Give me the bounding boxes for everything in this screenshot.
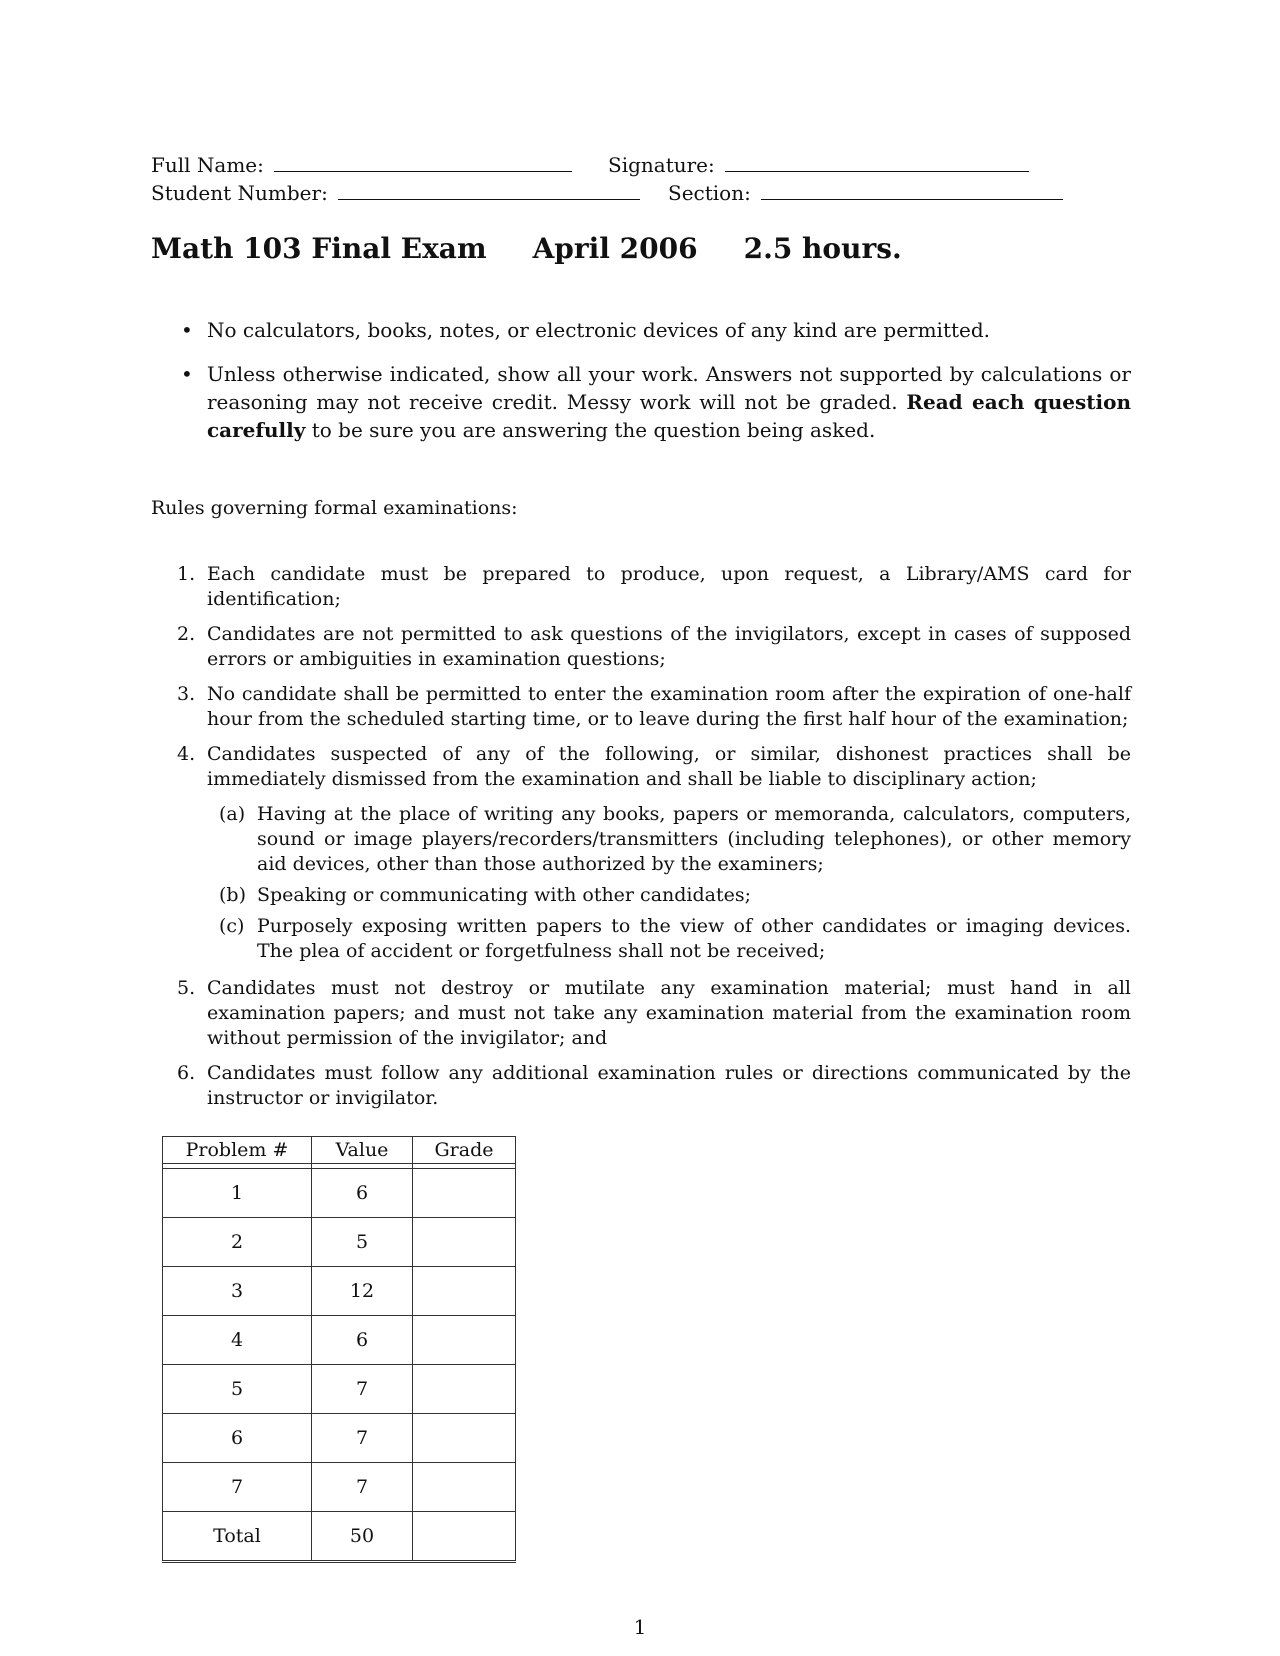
- rule-number: 1.: [177, 563, 196, 585]
- table-row: [163, 1218, 516, 1267]
- column-header: Value: [312, 1137, 413, 1164]
- table-row: [163, 1169, 516, 1218]
- value-cell: 7: [312, 1365, 413, 1414]
- section-label: Section:: [668, 181, 751, 205]
- rule-text: Candidates are not permitted to ask questions of the invigilators, except in cases of supposed errors or ambiguities in examination questions;: [207, 623, 1131, 670]
- bullet-icon: •: [181, 362, 193, 386]
- value-cell: 6: [312, 1316, 413, 1365]
- page-number: 1: [633, 1615, 647, 1639]
- grade-cell[interactable]: [413, 1316, 516, 1365]
- full-name-line[interactable]: [274, 157, 572, 172]
- rule-number: 2.: [177, 623, 196, 645]
- problem-cell: 6: [163, 1414, 312, 1463]
- section-field: [668, 181, 1063, 205]
- total-row: [163, 1512, 516, 1562]
- exam-duration: 2.5 hours.: [743, 232, 902, 265]
- exam-date: April 2006: [532, 232, 698, 265]
- subrule-number: (b): [219, 884, 246, 906]
- value-cell: 7: [312, 1463, 413, 1512]
- table-row: [163, 1414, 516, 1463]
- value-cell: 50: [312, 1512, 413, 1562]
- rule-number: 3.: [177, 683, 196, 705]
- table-row: [163, 1267, 516, 1316]
- signature-label: Signature:: [608, 153, 715, 177]
- problem-cell: 3: [163, 1267, 312, 1316]
- course-title: Math 103 Final Exam: [151, 232, 487, 265]
- rule-number: 4.: [177, 743, 196, 765]
- table-row: [163, 1365, 516, 1414]
- student-number-field: [151, 181, 640, 205]
- signature-field: [608, 153, 1029, 177]
- grade-cell[interactable]: [413, 1169, 516, 1218]
- subrule-number: (a): [219, 803, 246, 825]
- rule-item: [151, 1061, 1131, 1111]
- rule-item: [151, 976, 1131, 1051]
- value-cell: 5: [312, 1218, 413, 1267]
- rules-heading: Rules governing formal examinations:: [151, 497, 518, 519]
- rule-text: No candidate shall be permitted to enter the examination room after the expiration of one-half hour from the scheduled starting time, or to leave during the first half hour of the examination;: [207, 683, 1131, 730]
- value-cell: 6: [312, 1169, 413, 1218]
- grade-cell[interactable]: [413, 1463, 516, 1512]
- column-header: Problem #: [163, 1137, 312, 1164]
- subrule-item: [151, 802, 1131, 877]
- problem-cell: 7: [163, 1463, 312, 1512]
- signature-line[interactable]: [725, 157, 1029, 172]
- instruction-item: • No calculators, books, notes, or electronic devices of any kind are permitted.: [181, 318, 991, 342]
- rule-item: [151, 562, 1131, 612]
- instruction-item: • Unless otherwise indicated, show all your work. Answers not supported by calculations or reasoning may not receive credit. Messy work will not be graded. Read each question carefully to be sure you are answering the question being asked.: [181, 362, 1132, 442]
- problem-cell: 4: [163, 1316, 312, 1365]
- grade-cell[interactable]: [413, 1365, 516, 1414]
- value-cell: 12: [312, 1267, 413, 1316]
- full-name-label: Full Name:: [151, 153, 264, 177]
- rule-text: Candidates must not destroy or mutilate any examination material; must hand in all examination papers; and must not take any examination material from the examination room without permission of the invigilator; and: [207, 977, 1131, 1049]
- value-cell: 7: [312, 1414, 413, 1463]
- student-number-line[interactable]: [338, 185, 640, 200]
- subrule-text: Purposely exposing written papers to the view of other candidates or imaging devices. The plea of accident or forgetfulness shall not be received;: [257, 915, 1131, 962]
- emphasis-text: Read each question carefully: [207, 390, 1132, 442]
- rule-text: Each candidate must be prepared to produce, upon request, a Library/AMS card for identification;: [207, 563, 1131, 610]
- subrule-item: [151, 883, 1131, 908]
- rule-item: [151, 682, 1131, 732]
- section-line[interactable]: [761, 185, 1063, 200]
- instructions-list: [151, 316, 1131, 460]
- student-number-label: Student Number:: [151, 181, 328, 205]
- exam-title: [151, 232, 902, 266]
- problem-cell: 5: [163, 1365, 312, 1414]
- grade-cell[interactable]: [413, 1512, 516, 1562]
- subrule-number: (c): [219, 915, 245, 937]
- subrule-text: Speaking or communicating with other candidates;: [257, 884, 752, 906]
- rules-list: [151, 562, 1131, 1121]
- rule-item: [151, 622, 1131, 672]
- grade-cell[interactable]: [413, 1267, 516, 1316]
- problem-cell: 1: [163, 1169, 312, 1218]
- rule-number: 6.: [177, 1062, 196, 1084]
- column-header: Grade: [413, 1137, 516, 1164]
- subrules-list: [151, 802, 1131, 964]
- grade-cell[interactable]: [413, 1218, 516, 1267]
- problem-cell: Total: [163, 1512, 312, 1562]
- rule-text: Candidates suspected of any of the following, or similar, dishonest practices shall be immediately dismissed from the examination and shall be liable to disciplinary action;: [207, 743, 1131, 790]
- subrule-item: [151, 914, 1131, 964]
- table-row: [163, 1463, 516, 1512]
- table-header-row: [163, 1137, 516, 1164]
- problem-cell: 2: [163, 1218, 312, 1267]
- bullet-icon: •: [181, 318, 193, 342]
- table-row: [163, 1316, 516, 1365]
- rule-item: [151, 742, 1131, 792]
- subrule-text: Having at the place of writing any books, papers or memoranda, calculators, computers, sound or image players/recorders/transmitters (including telephones), or other memory aid devices, other than those authorized by the examiners;: [257, 803, 1131, 875]
- grade-cell[interactable]: [413, 1414, 516, 1463]
- rule-text: Candidates must follow any additional examination rules or directions communicated by the instructor or invigilator.: [207, 1062, 1131, 1109]
- grade-table: [162, 1136, 516, 1563]
- full-name-field: [151, 153, 572, 177]
- rule-number: 5.: [177, 977, 196, 999]
